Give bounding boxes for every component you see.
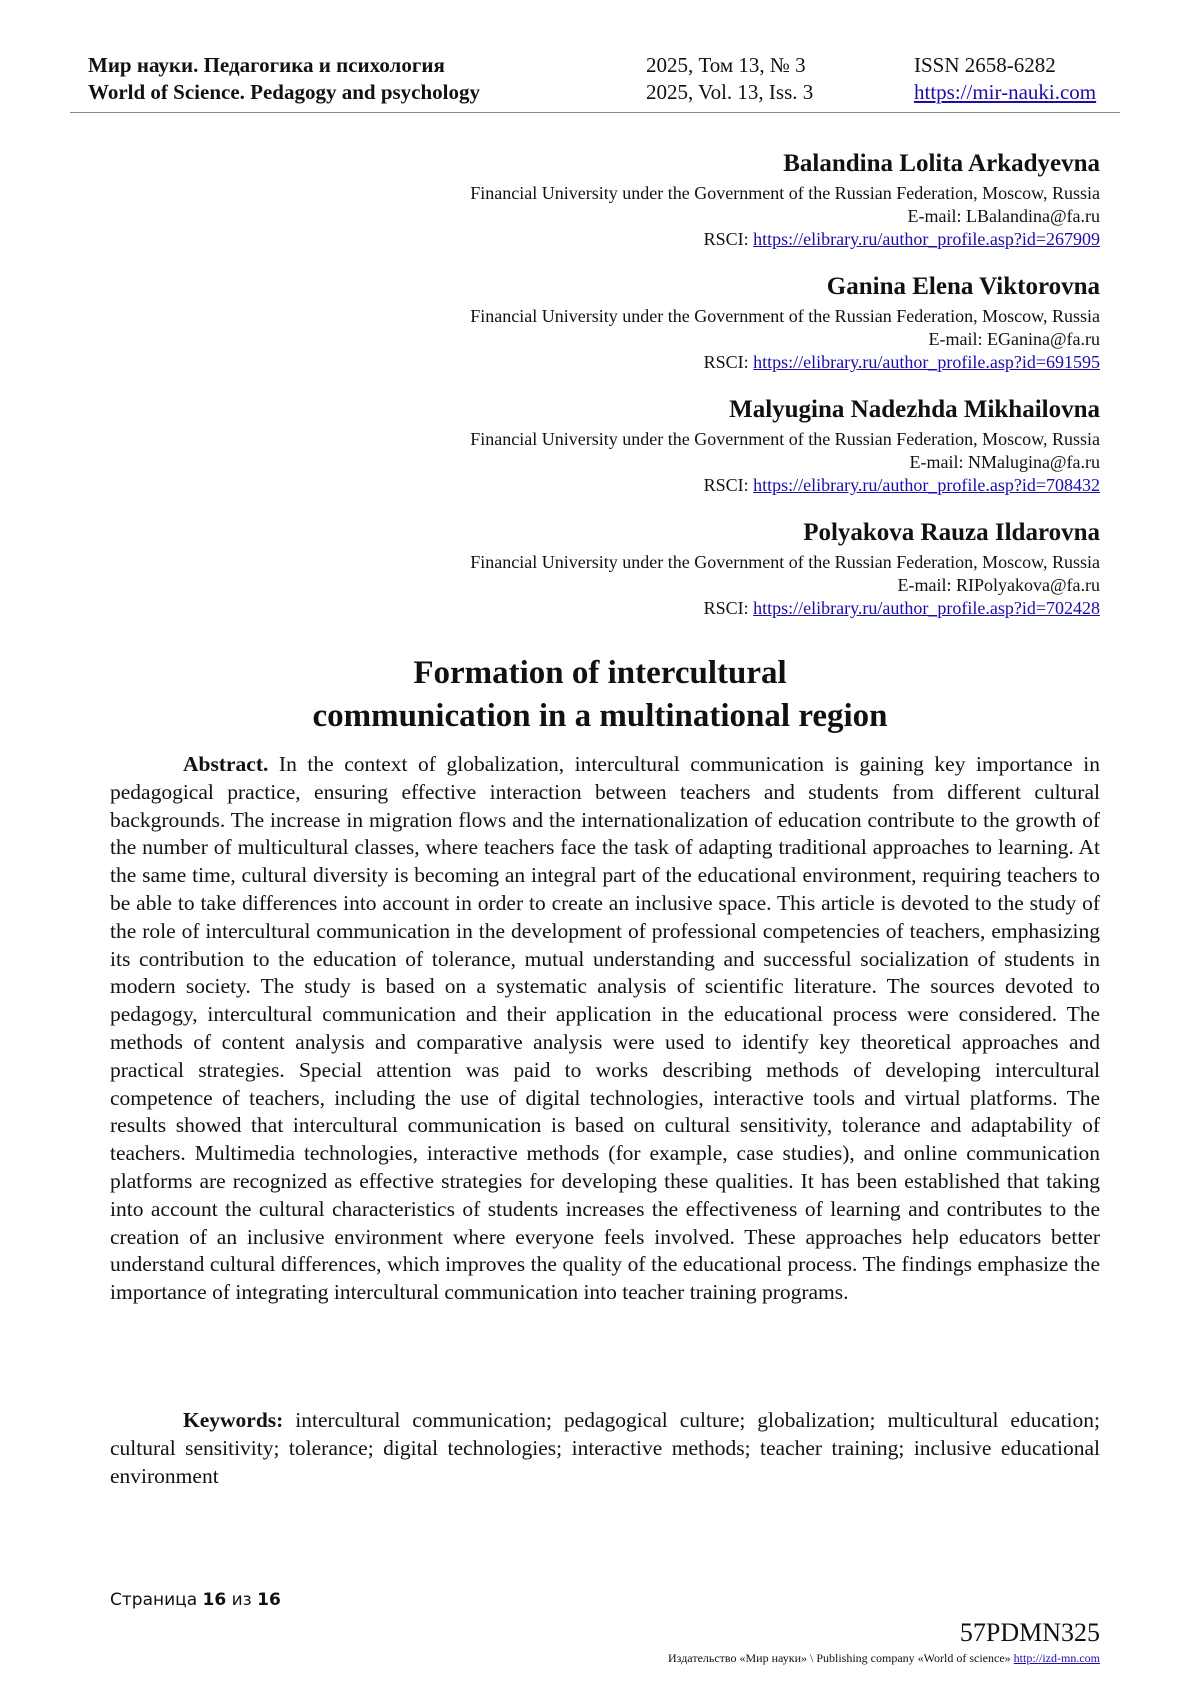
rsci-label: RSCI: (703, 475, 754, 495)
header-divider (70, 112, 1120, 113)
keywords-text: intercultural communication; pedagogical culture; globalization; multicultural education; cultural sensitivity; tolerance; digital technologies; interactive methods; teacher training; inclusive educational environment (110, 1408, 1100, 1488)
author-name: Balandina Lolita Arkadyevna (783, 150, 1100, 177)
rsci-label: RSCI: (703, 598, 754, 618)
publisher-link[interactable]: http://izd-mn.com (1013, 1651, 1100, 1665)
journal-name-en: World of Science. Pedagogy and psychology (88, 80, 481, 104)
publisher-line (668, 1651, 1100, 1666)
rsci-link[interactable]: https://elibrary.ru/author_profile.asp?id=708432 (753, 475, 1100, 495)
page-current: 16 (202, 1590, 227, 1610)
issue-ru: 2025, Том 13, № 3 (646, 53, 806, 77)
keywords-paragraph (110, 1407, 1100, 1490)
abstract-text: In the context of globalization, intercultural communication is gaining key importance in pedagogical practice, ensuring effective interaction between teachers and students from different cultural backgrounds. The increase in migration flows and the internationalization of education contribute to the growth of the number of multicultural classes, where teachers face the task of adapting traditional approaches to learning. At the same time, cultural diversity is becoming an integral part of the educational environment, requiring teachers to be able to take differences into account in order to create an inclusive space. This article is devoted to the study of the role of intercultural communication in the development of professional competencies of teachers, emphasizing its contribution to the education of tolerance, mutual understanding and successful socialization of students in modern society. The study is based on a systematic analysis of scientific literature. The sources devoted to pedagogy, intercultural communication and their application in the educational process were considered. The methods of content analysis and comparative analysis were used to identify key theoretical approaches and practical strategies. Special attention was paid to works describing methods of developing intercultural competence of teachers, including the use of digital technologies, interactive tools and virtual platforms. The results showed that intercultural communication is based on cultural sensitivity, tolerance and adaptability of teachers. Multimedia technologies, interactive methods (for example, case studies), and online communication platforms are recognized as effective strategies for developing these qualities. It has been established that taking into account the cultural characteristics of students increases the effectiveness of learning and contributes to the creation of an inclusive environment where everyone feels involved. These approaches help educators better understand cultural differences, which improves the quality of the educational process. The findings emphasize the importance of integrating intercultural communication into teacher training programs. (110, 752, 1100, 1305)
author-email: E-mail: LBalandina@fa.ru (907, 206, 1100, 226)
author-name: Ganina Elena Viktorovna (826, 273, 1100, 300)
author-entry (340, 517, 1100, 620)
issue-en: 2025, Vol. 13, Iss. 3 (646, 80, 814, 104)
page-prefix: Страница (110, 1590, 203, 1610)
rsci-link[interactable]: https://elibrary.ru/author_profile.asp?id=267909 (753, 229, 1100, 249)
article-title (100, 652, 1100, 738)
author-name: Polyakova Rauza Ildarovna (803, 519, 1100, 546)
issue-block (646, 52, 813, 106)
author-entry (340, 394, 1100, 497)
author-email: E-mail: RIPolyakova@fa.ru (897, 575, 1100, 595)
rsci-label: RSCI: (703, 229, 754, 249)
title-line-2: communication in a multinational region (312, 698, 888, 734)
publisher-text: Издательство «Мир науки» \ Publishing company «World of science» (668, 1651, 1014, 1665)
authors-block (340, 148, 1100, 640)
journal-header (88, 52, 1120, 112)
author-email: E-mail: EGanina@fa.ru (928, 329, 1100, 349)
rsci-link[interactable]: https://elibrary.ru/author_profile.asp?id=691595 (753, 352, 1100, 372)
title-line-1: Formation of intercultural (413, 655, 787, 691)
keywords-label: Keywords: (183, 1408, 284, 1432)
author-affiliation: Financial University under the Government of the Russian Federation, Moscow, Russia (470, 306, 1100, 326)
abstract-label: Abstract. (183, 752, 269, 776)
journal-name-ru: Мир науки. Педагогика и психология (88, 53, 445, 77)
page-number (110, 1590, 281, 1610)
author-rsci (340, 474, 1100, 497)
issn: ISSN 2658-6282 (914, 53, 1056, 77)
abstract-paragraph (110, 751, 1100, 1307)
author-rsci (340, 597, 1100, 620)
author-affiliation: Financial University under the Government of the Russian Federation, Moscow, Russia (470, 552, 1100, 572)
author-affiliation: Financial University under the Government of the Russian Federation, Moscow, Russia (470, 429, 1100, 449)
rsci-link[interactable]: https://elibrary.ru/author_profile.asp?id=702428 (753, 598, 1100, 618)
page-total: 16 (257, 1590, 281, 1610)
author-email: E-mail: NMalugina@fa.ru (909, 452, 1100, 472)
author-affiliation: Financial University under the Government of the Russian Federation, Moscow, Russia (470, 183, 1100, 203)
author-rsci (340, 351, 1100, 374)
article-code: 57PDMN325 (959, 1618, 1100, 1647)
journal-site-link[interactable]: https://mir-nauki.com (914, 80, 1097, 104)
journal-name-block (88, 52, 480, 106)
author-name: Malyugina Nadezhda Mikhailovna (729, 396, 1100, 423)
issn-block (914, 52, 1096, 106)
author-entry (340, 271, 1100, 374)
author-entry (340, 148, 1100, 251)
author-rsci (340, 228, 1100, 251)
rsci-label: RSCI: (703, 352, 754, 372)
page-separator: из (226, 1590, 258, 1610)
